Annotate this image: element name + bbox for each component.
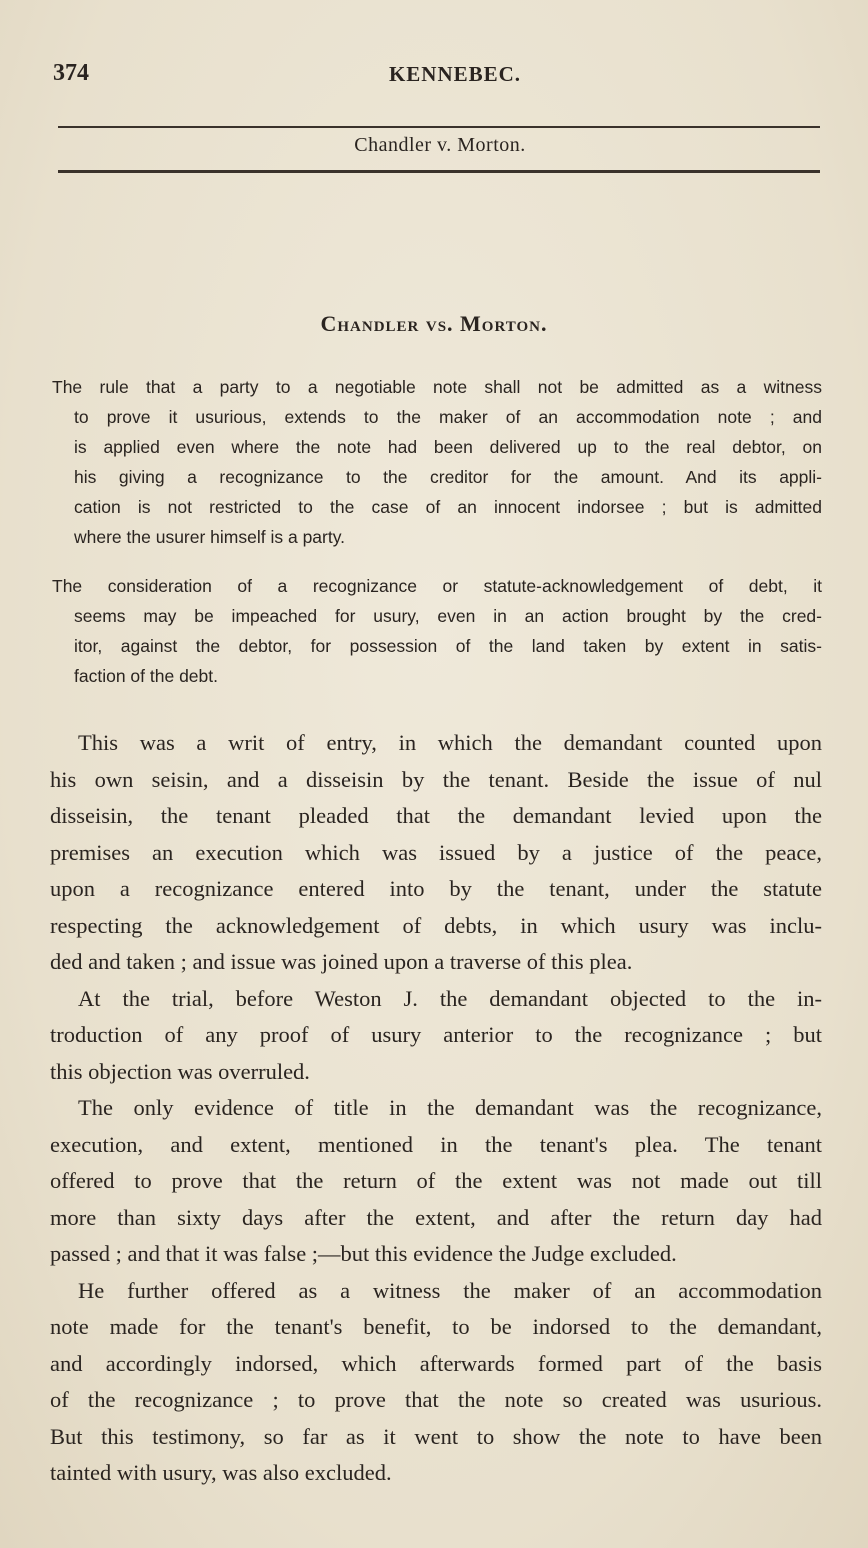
text-line: seems may be impeached for usury, even in an action brought by the cred- <box>74 606 822 626</box>
text-line: At the trial, before Weston J. the demandant objected to the in- <box>78 985 822 1011</box>
headnote-2 <box>52 571 822 691</box>
running-title: KENNEBEC. <box>388 62 522 86</box>
text-line: is applied even where the note had been delivered up to the real debtor, on <box>74 437 822 457</box>
case-title: Chandler vs. Morton. <box>320 311 548 336</box>
text-line: execution, and extent, mentioned in the tenant's plea. The tenant <box>50 1131 822 1157</box>
case-header: Chandler v. Morton. <box>354 134 526 156</box>
text-line: passed ; and that it was false ;—but this evidence the Judge excluded. <box>50 1241 677 1266</box>
text-line: his giving a recognizance to the creditor for the amount. And its appli- <box>74 467 822 487</box>
top-rule <box>58 126 820 128</box>
text-line: cation is not restricted to the case of an innocent indorsee ; but is admitted <box>74 497 822 517</box>
page-number: 374 <box>53 60 89 86</box>
text-line: this objection was overruled. <box>50 1058 310 1084</box>
text-line: The consideration of a recognizance or statute-acknowledgement of debt, it <box>52 576 822 596</box>
text-line: and accordingly indorsed, which afterwards formed part of the basis <box>50 1350 822 1376</box>
bottom-rule <box>58 170 820 173</box>
headnote-1 <box>52 372 822 552</box>
text-line: to prove it usurious, extends to the maker of an accommodation note ; and <box>74 407 822 427</box>
text-line: where the usurer himself is a party. <box>74 527 346 547</box>
text-line: disseisin, the tenant pleaded that the demandant levied upon the <box>50 803 822 828</box>
text-line: upon a recognizance entered into by the tenant, under the statute <box>50 876 822 901</box>
text-line: He further offered as a witness the maker of an accommodation <box>78 1277 822 1303</box>
text-line: This was a writ of entry, in which the demandant counted upon <box>78 730 822 755</box>
text-line: more than sixty days after the extent, and after the return day had <box>50 1204 822 1230</box>
text-line: premises an execution which was issued by a justice of the peace, <box>50 839 822 865</box>
text-line: The rule that a party to a negotiable note shall not be admitted as a witness <box>52 377 822 397</box>
text-line: of the recognizance ; to prove that the note so created was usurious. <box>50 1387 822 1412</box>
text-line: faction of the debt. <box>74 666 218 686</box>
text-line: But this testimony, so far as it went to show the note to have been <box>50 1423 822 1449</box>
body-text <box>50 725 822 1492</box>
text-line: tainted with usury, was also excluded. <box>50 1460 392 1485</box>
text-line: his own seisin, and a disseisin by the tenant. Beside the issue of nul <box>50 766 822 792</box>
text-line: note made for the tenant's benefit, to be indorsed to the demandant, <box>50 1314 822 1339</box>
text-line: offered to prove that the return of the extent was not made out till <box>50 1168 822 1193</box>
text-line: itor, against the debtor, for possession of the land taken by extent in satis- <box>74 636 822 656</box>
text-line: respecting the acknowledgement of debts, in which usury was inclu- <box>50 912 822 938</box>
text-line: ded and taken ; and issue was joined upon a traverse of this plea. <box>50 949 633 974</box>
text-line: The only evidence of title in the demandant was the recognizance, <box>78 1095 822 1120</box>
text-line: troduction of any proof of usury anterior to the recognizance ; but <box>50 1022 822 1047</box>
